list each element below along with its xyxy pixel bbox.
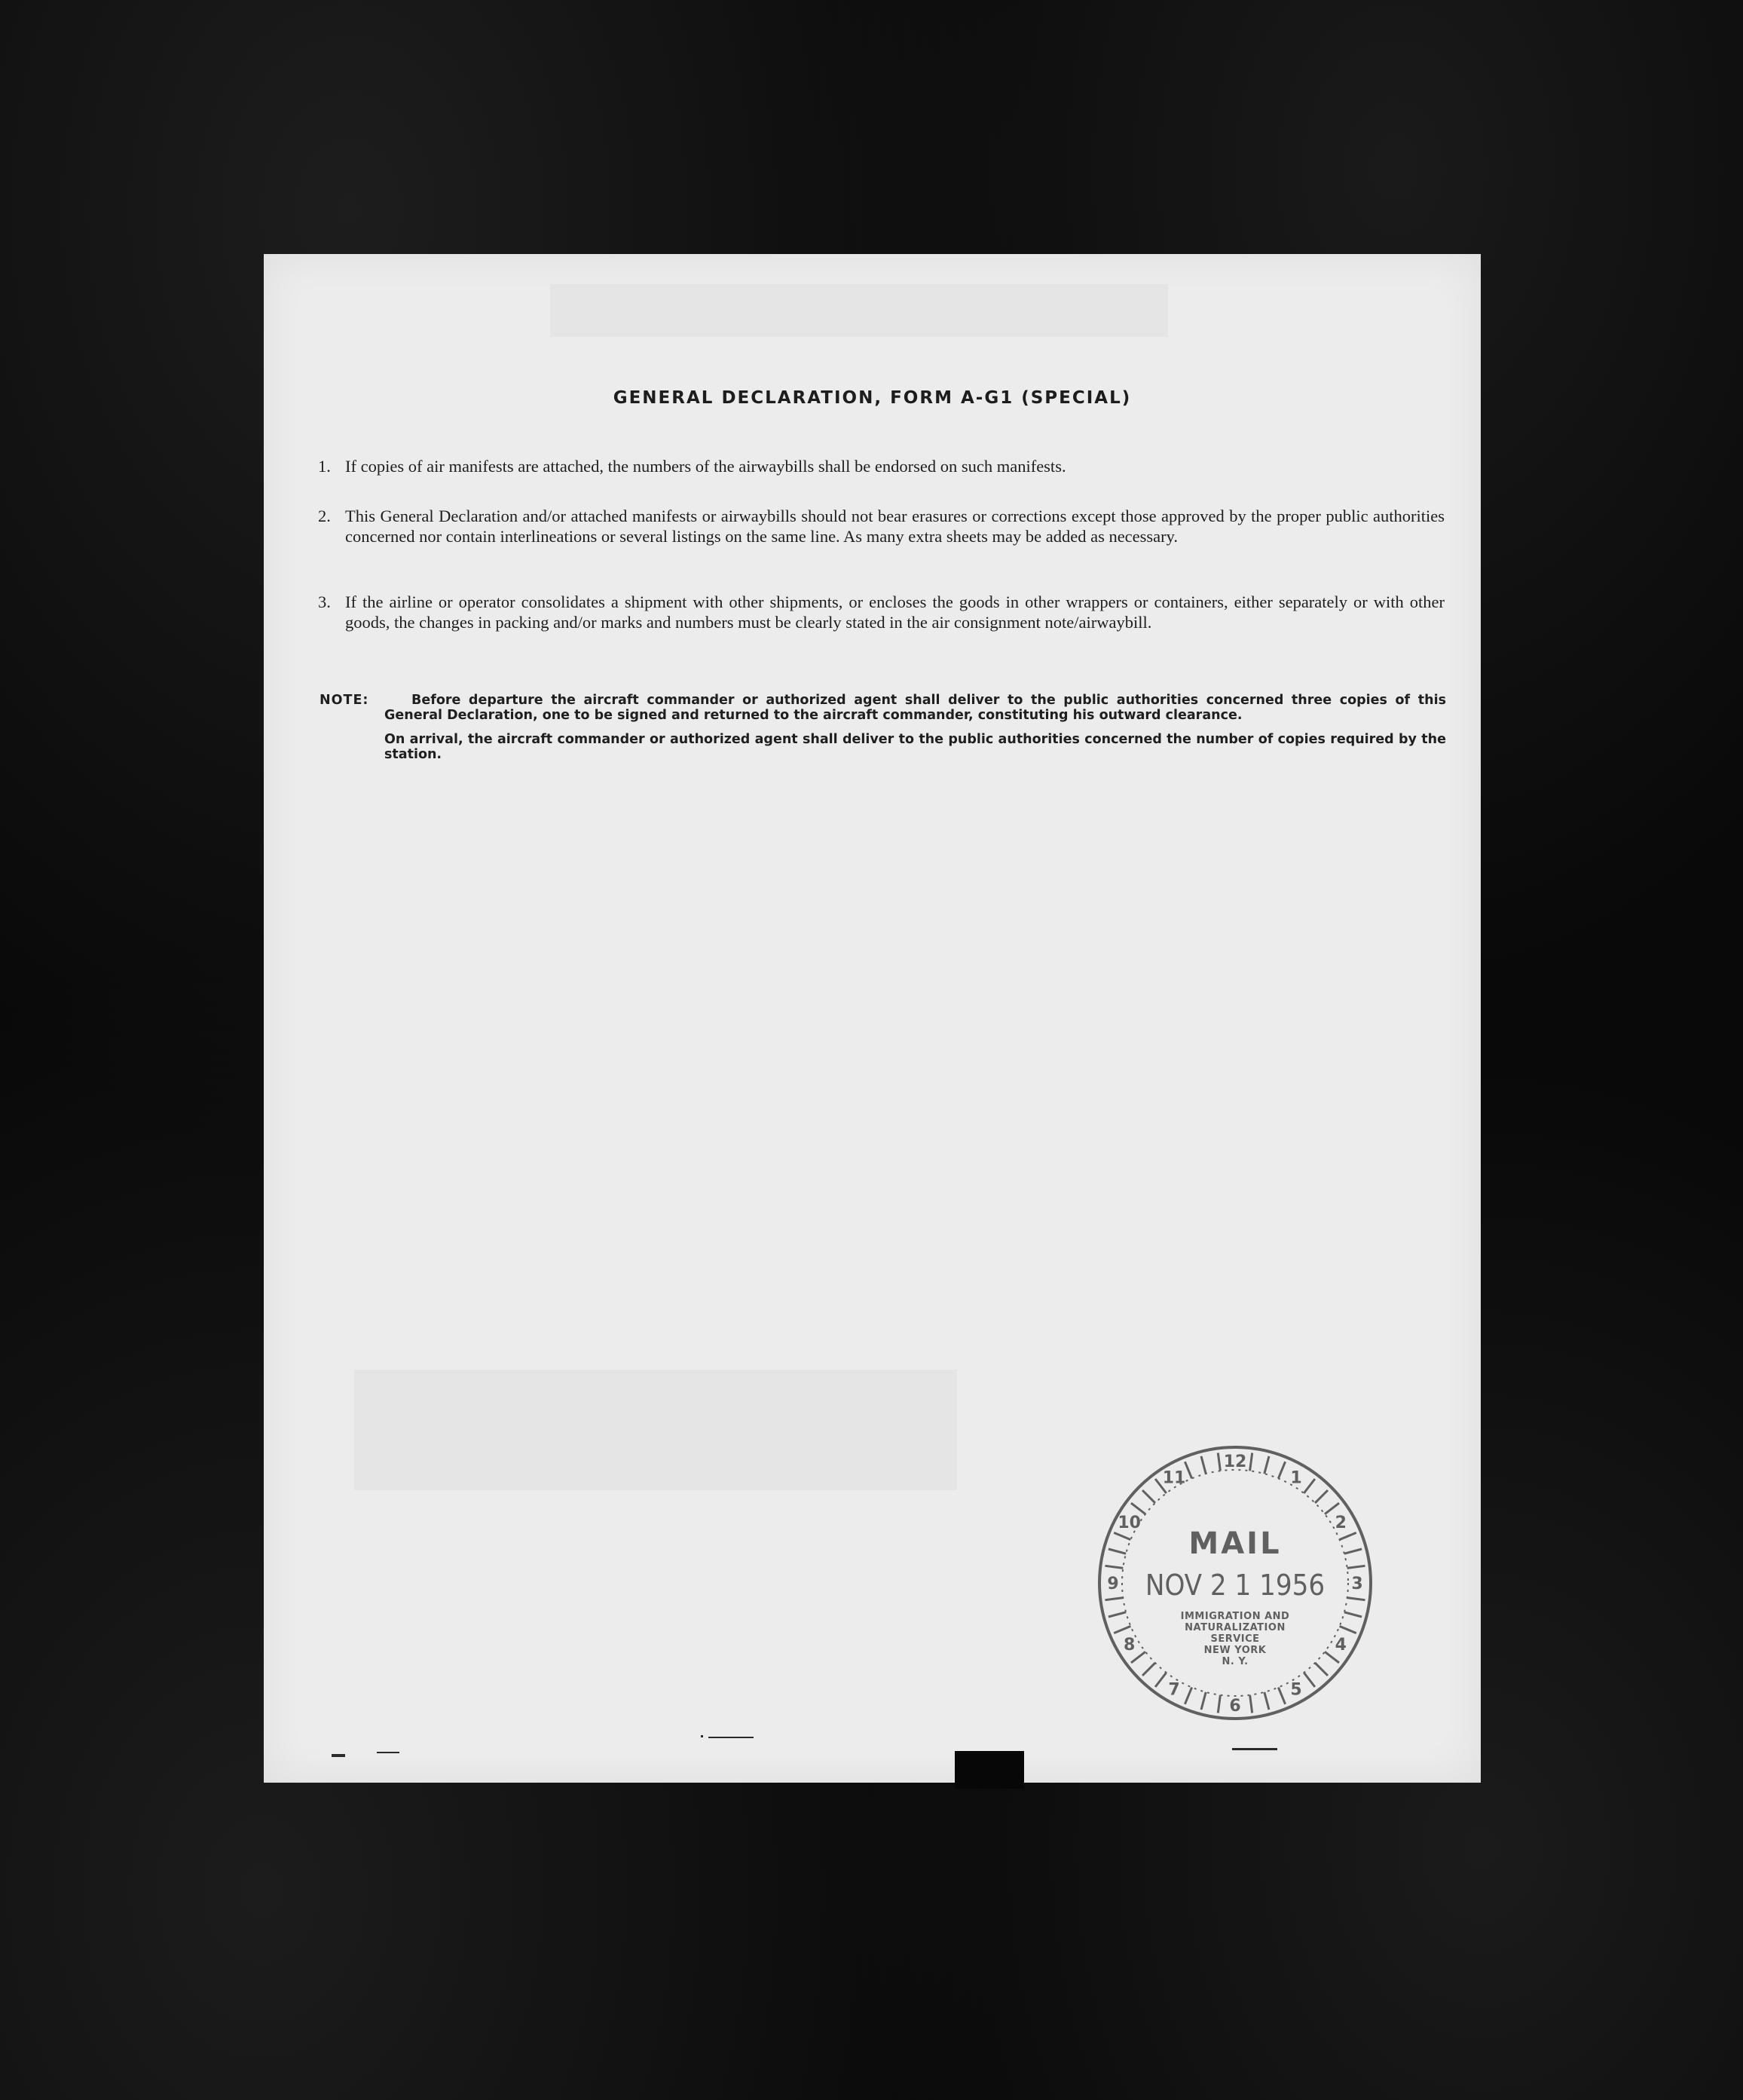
mail-received-stamp — [1096, 1443, 1375, 1722]
item-number: 2. — [318, 507, 331, 525]
stamp-org-line: SERVICE — [1210, 1633, 1260, 1645]
stamp-dial-number: 5 — [1290, 1680, 1302, 1700]
stamp-dial-number: 1 — [1290, 1468, 1302, 1488]
stamp-dial-number: 11 — [1162, 1468, 1186, 1488]
stamp-dial-tick — [1250, 1453, 1252, 1471]
stamp-dial-number: 2 — [1335, 1514, 1347, 1532]
item-number: 3. — [318, 592, 331, 611]
stamp-heading: MAIL — [1188, 1526, 1282, 1561]
stamp-dial-tick — [1250, 1695, 1252, 1713]
stamp-dial-tick — [1201, 1456, 1206, 1474]
stamp-dial-tick — [1347, 1566, 1365, 1568]
stamp-dial-tick — [1131, 1503, 1145, 1514]
stamp-dial-tick — [1264, 1692, 1269, 1710]
stamp-dial-tick — [1105, 1566, 1124, 1568]
scan-mark — [701, 1735, 703, 1737]
stamp-dial-tick — [1278, 1462, 1285, 1478]
stamp-date: NOV 2 1 1956 — [1145, 1569, 1326, 1602]
stamp-dial-tick — [1304, 1673, 1315, 1687]
note-block — [320, 693, 1446, 762]
note-label: NOTE: — [320, 693, 369, 708]
note-arrival: On arrival, the aircraft commander or authorized agent shall deliver to the public authorities concerned the number of copies required by the station. — [384, 732, 1446, 762]
stamp-org-line: NEW YORK — [1203, 1645, 1267, 1656]
scan-mark — [332, 1754, 345, 1757]
stamp-dial-tick — [1201, 1692, 1206, 1710]
stamp-dial-tick — [1325, 1503, 1339, 1514]
instruction-item-3 — [318, 592, 1445, 632]
instruction-item-2 — [318, 506, 1445, 546]
binding-tab — [955, 1751, 1024, 1789]
stamp-org-line: NATURALIZATION — [1185, 1622, 1286, 1633]
instruction-item-1 — [318, 456, 1445, 476]
stamp-dial-tick — [1218, 1695, 1220, 1713]
stamp-dial-tick — [1315, 1490, 1328, 1503]
form-title: GENERAL DECLARATION, FORM A-G1 (SPECIAL) — [613, 388, 1132, 408]
stamp-dial-tick — [1218, 1453, 1220, 1471]
stamp-dial-number: 8 — [1124, 1636, 1136, 1655]
stamp-dial-number: 12 — [1223, 1453, 1247, 1471]
stamp-dial-tick — [1185, 1462, 1191, 1478]
stamp-org-line: N. Y. — [1222, 1656, 1249, 1667]
stamp-dial-tick — [1264, 1456, 1269, 1474]
item-number: 1. — [318, 457, 331, 476]
stamp-dial-number: 4 — [1335, 1636, 1347, 1655]
scan-mark — [708, 1737, 754, 1738]
stamp-dial-tick — [1278, 1688, 1285, 1704]
stamp-org-line: IMMIGRATION AND — [1180, 1611, 1290, 1622]
stamp-organization — [1096, 1611, 1375, 1667]
scan-mark — [1232, 1748, 1277, 1750]
item-text: This General Declaration and/or attached manifests or airwaybills should not bear erasures or corrections except those approved by the proper public authorities concerned nor contain interlineations or several listings on the same line. As many extra sheets may be added as necessary. — [345, 507, 1445, 546]
bleed-through-bottom — [354, 1370, 957, 1490]
item-text: If copies of air manifests are attached, the numbers of the airwaybills shall be endorsed on such manifests. — [345, 457, 1066, 476]
scan-mark — [377, 1752, 399, 1753]
note-departure: Before departure the aircraft commander or authorized agent shall deliver to the public authorities concerned three copies of this General Declaration, one to be signed and returned to the aircraft commander, constituting his outward clearance. — [384, 693, 1446, 723]
item-text: If the airline or operator consolidates a shipment with other shipments, or encloses the goods in other wrappers or containers, either separately or with other goods, the changes in packing and/or marks and numbers must be clearly stated in the air consignment note/airwaybill. — [345, 592, 1445, 632]
stamp-dial-number: 6 — [1229, 1697, 1241, 1716]
stamp-dial-tick — [1155, 1673, 1167, 1687]
stamp-dial-number: 3 — [1351, 1575, 1363, 1593]
document-page — [264, 254, 1481, 1783]
stamp-dial-number: 10 — [1118, 1514, 1142, 1532]
stamp-dial-tick — [1185, 1688, 1191, 1704]
stamp-dial-number: 7 — [1168, 1680, 1180, 1700]
stamp-dial-tick — [1304, 1479, 1315, 1493]
stamp-dial-number: 9 — [1107, 1575, 1119, 1593]
stamp-dial-tick — [1142, 1490, 1155, 1503]
bleed-through-top — [550, 284, 1168, 337]
